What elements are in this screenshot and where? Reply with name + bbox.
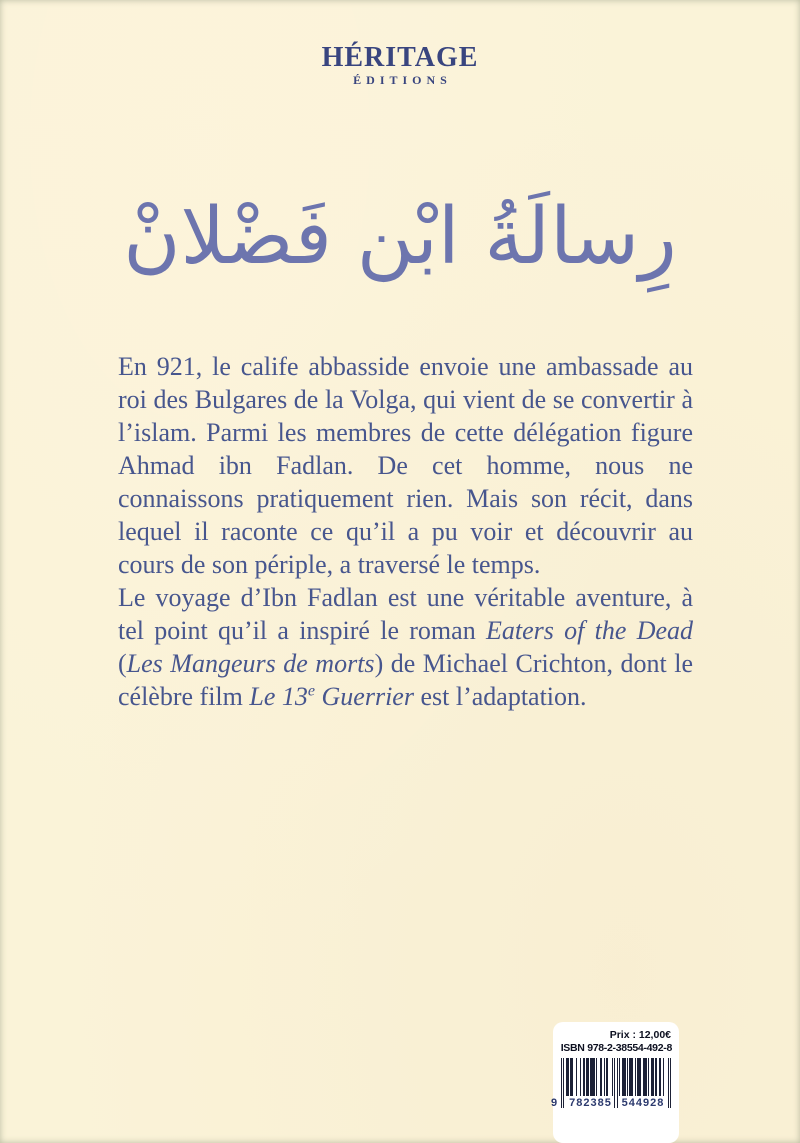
novel-title-french: Les Mangeurs de morts xyxy=(126,649,375,678)
barcode-digits-right: 544928 xyxy=(621,1097,665,1110)
text-run: Le voyage d’Ibn Fadlan est une véritable aventure, à tel point qu’il a inspiré le roman xyxy=(118,583,693,645)
ordinal-superscript: e xyxy=(307,682,316,700)
synopsis-paragraph-1: En 921, le calife abbasside envoie une ambassade au roi des Bulgares de la Volga, qui vient de se convertir à l’islam. Parmi les membres de cette délégation figure Ahmad ibn Fadlan. De cet homme, nous ne connaissons pratiquement rien. Mais son récit, dans lequel il raconte ce qu’il a pu voir et découvrir au cours de son périple, a traversé le temps. xyxy=(118,352,693,579)
barcode-digits xyxy=(551,1096,671,1112)
arabic-title: رِسالَةُ ابْن فَضْلانْ xyxy=(123,192,677,282)
film-title xyxy=(249,682,414,711)
price-isbn-sticker xyxy=(553,1022,679,1143)
publisher-logo xyxy=(0,44,800,86)
ean13-barcode xyxy=(551,1058,671,1114)
synopsis-paragraph-2 xyxy=(118,581,693,713)
barcode-digit-lead: 9 xyxy=(551,1097,559,1110)
isbn-text: ISBN 978-2-38554-492-8 xyxy=(560,1041,672,1054)
text-run: Le 13 xyxy=(249,682,308,711)
text-run: ) de Michael Crichton, dont le célèbre film xyxy=(118,649,693,711)
publisher-subtitle: ÉDITIONS xyxy=(353,73,452,87)
novel-title-english: Eaters of the Dead xyxy=(485,616,694,645)
barcode-digits-left: 782385 xyxy=(569,1097,612,1110)
text-run: ( xyxy=(118,649,127,678)
synopsis xyxy=(118,350,693,713)
text-run: est l’adaptation. xyxy=(413,682,587,711)
publisher-name: HÉRITAGE xyxy=(321,42,479,73)
price-text: Prix : 12,00€ xyxy=(609,1029,671,1041)
text-run: Guerrier xyxy=(315,682,414,711)
